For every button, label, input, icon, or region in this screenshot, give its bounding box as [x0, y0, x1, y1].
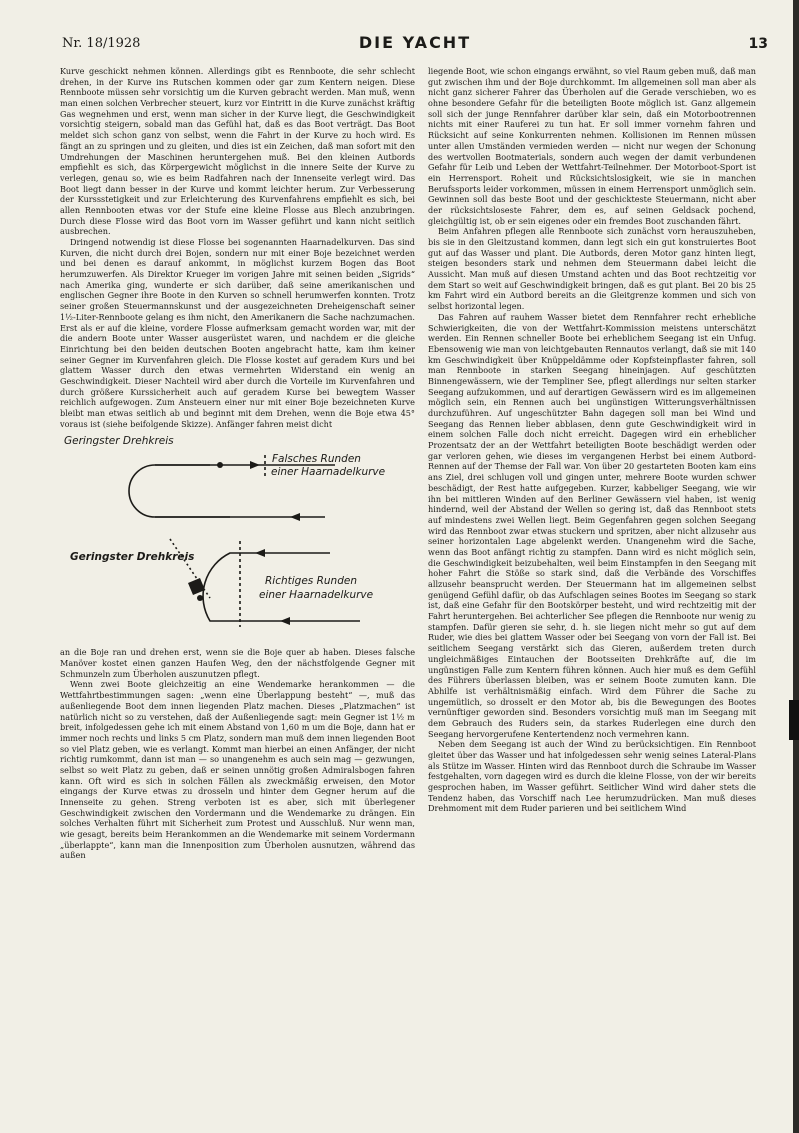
sketch-caption-wrong-2: einer Haarnadelkurve — [271, 466, 386, 479]
scan-edge — [793, 0, 799, 1133]
right-column — [428, 66, 756, 814]
magazine-title: DIE YACHT — [358, 33, 472, 52]
scan-binding-mark — [789, 700, 799, 740]
paragraph: Wenn zwei Boote gleichzeitig an eine Wendemarke herankommen — die Wettfahrtbestimmungen sagen: „wenn eine Überlappung besteht“ —, muß das außenliegende Boot dem innen liegenden Platz machen. Dieses „Platzmachen“ ist natürlich nicht so zu verstehen, daß der Außenliegende sagt: mein Gegner ist 1½ m breit, infolgedessen gehe ich mit einem Abstand von 1,60 m um die Boje, dann hat er immer noch rechts und links 5 cm Platz, sondern man muß dem innen liegenden Boot so viel Platz geben, wie es verlangt. Kommt man hierbei an einen Anfänger, der nicht richtig rumkommt, dann ist man — so unangenehm es auch sein mag — gezwungen, selbst so weit Platz zu geben, daß er seinen unnötig großen Admiralsbogen fahren kann. Oft wird es sich in solchen Fällen als zweckmäßig erweisen, den Motor eingangs der Kurve etwas zu drosseln und hinter dem Gegner herum auf die Innenseite zu gehen. Streng verboten ist es aber, sich mit überlegener Geschwindigkeit zwischen den Vordermann und die Wendemarke zu drängen. Ein solches Verhalten führt mit Sicherheit zum Protest und Ausschluß. Nur wenn man, wie gesagt, bereits beim Herankommen an die Wendemarke mit seinem Vordermann „überlappte“, kann man die Innenposition zum Überholen ausnutzen, während das außen — [60, 679, 415, 861]
sketch-caption-right-1: Richtiges Runden — [265, 575, 357, 588]
hairpin-turn-sketch — [60, 433, 415, 641]
paragraph: Beim Anfahren pflegen alle Rennboote sich zunächst vorn herauszuheben, bis sie in den Gleitzustand kommen, dann legt sich ein gut konstruiertes Boot gut auf das Wasser und plant. Die Autbords, deren Motor ganz hinten liegt, steigen besonders stark und nehmen dem Steuermann dabei leicht die Aussicht. Man muß auf diesen Umstand achten und das Boot rechtzeitig vor dem Start so weit auf Geschwindigkeit bringen, daß es gut plant. Bei 20 bis 25 km Fahrt wird ein Autbord bereits an die Gleitgrenze kommen und sich von selbst horizontal legen. — [428, 226, 756, 312]
paragraph: liegende Boot, wie schon eingangs erwähnt, so viel Raum geben muß, daß man gut zwischen ihm und der Boje durchkommt. Im allgemeinen soll man aber als nicht ganz sicherer Fahrer das Überholen auf die Gerade verschieben, wo es ohne besondere Gefahr für die beteiligten Boote möglich ist. Ganz allgemein soll sich der junge Rennfahrer darüber klar sein, daß ein Motorbootrennen nichts mit einer Rauferei zu tun hat. Er soll immer vornehm fahren und Rücksicht auf seine Konkurrenten nehmen. Kollisionen im Rennen müssen unter allen Umständen vermieden werden — nicht nur wegen der Schonung des wertvollen Bootmaterials, sondern auch wegen der damit verbundenen Gefahr für Leib und Leben der Wettfahrt-Teilnehmer. Der Motorboot-Sport ist ein Herrensport. Roheit und Rücksichtslosigkeit, wie sie in manchen Berufssports leider vorkommen, müssen in einem Herrensport unmöglich sein. Gewinnen soll das beste Boot und der geschickteste Steuermann, nicht aber der rücksichtsloseste Fahrer, dem es, auf seinen Geldsack pochend, gleichgültig ist, ob er sein eigenes oder ein fremdes Boot zuschanden fährt. — [428, 66, 756, 226]
paragraph: Dringend notwendig ist diese Flosse bei sogenannten Haarnadelkurven. Das sind Kurven, die nicht durch drei Bojen, sondern nur mit einer Boje bezeichnet werden und bei denen es darauf ankommt, in möglichst kurzem Bogen das Boot herumzuwerfen. Als Direktor Krueger im vorigen Jahre mit seinen beiden „Sigrids“ nach Amerika ging, wunderte er sich darüber, daß seine amerikanischen und englischen Gegner ihre Boote in den Kurven so schnell herumwerfen konnten. Trotz seiner großen Steuermannskunst und der ausgezeichneten Dreheigenschaft seiner 1½-Liter-Rennboote gelang es ihm nicht, den Amerikanern die Sache nachzumachen. Erst als er auf die kleine, vordere Flosse aufmerksam gemacht worden war, mit der die andern Boote unter Wasser ausgerüstet waren, und nachdem er die gleiche Einrichtung bei den beiden deutschen Booten angebracht hatte, kam ihm keiner seiner Gegner im Kurvenfahren gleich. Die Flosse kostet auf geradem Kurs und bei glattem Wasser durch den etwas vermehrten Widerstand ein wenig an Geschwindigkeit. Dieser Nachteil wird aber durch die Vorteile im Kurvenfahren und durch größere Kurssicherheit auch auf geradem Kurse bei bewegtem Wasser reichlich aufgewogen. Zum Ansteuern einer nur mit einer Boje bezeichneten Kurve bleibt man etwas seitlich ab und beginnt mit dem Drehen, wenn die Boje etwa 45° voraus ist (siehe beifolgende Skizze). Anfänger fahren meist dicht — [60, 237, 415, 429]
page-header — [62, 33, 768, 56]
paragraph: Neben dem Seegang ist auch der Wind zu berücksichtigen. Ein Rennboot gleitet über das Wasser und hat infolgedessen sehr wenig seines Lateral-Plans als Stütze im Wasser. Hinten wird das Rennboot durch die Schraube im Wasser festgehalten, vorn dagegen wird es durch die kleine Flosse, von der wir bereits gesprochen haben, im Wasser geführt. Seitlicher Wind wird daher stets die Tendenz haben, das Vorschiff nach Lee herumzudrücken. Man muß dieses Drehmoment mit dem Ruder parieren und bei seitlichem Wind — [428, 739, 756, 814]
paragraph: an die Boje ran und drehen erst, wenn sie die Boje quer ab haben. Dieses falsche Manöver kostet einen ganzen Haufen Weg, den der nächstfolgende Gegner mit Schmunzeln zum Überholen auszunutzen pflegt. — [60, 647, 415, 679]
paragraph: Kurve geschickt nehmen können. Allerdings gibt es Rennboote, die sehr schlecht drehen, in der Kurve ins Rutschen kommen oder gar zum Kentern neigen. Diese Rennboote müssen sehr vorsichtig um die Kurven gebracht werden. Man muß, wenn man einen solchen Verbrecher steuert, kurz vor Eintritt in die Kurve zunächst kräftig Gas wegnehmen und erst, wenn man sicher in der Kurve liegt, die Geschwindigkeit vorsichtig steigern, sobald man das Gefühl hat, daß es das Boot verträgt. Das Boot meldet sich schon ganz von selbst, wenn die Fahrt in der Kurve zu hoch wird. Es fängt an zu springen und zu gleiten, und dies ist ein Zeichen, daß man sofort mit den Umdrehungen der Maschinen heruntergehen muß. Bei den kleinen Autbords empfiehlt es sich, das Körpergewicht möglichst in die innere Seite der Kurve zu verlegen, genau so, wie es beim Radfahren nach der Innenseite verlegt wird. Das Boot liegt dann besser in der Kurve und kommt leichter herum. Zur Verbesserung der Kurssstetigkeit und zur Erleichterung des Kurvenfahrens empfiehlt es sich, bei allen Rennbooten etwas vor der Stufe eine kleine Flosse aus Blech anzubringen. Durch diese Flosse wird das Boot vorn im Wasser geführt und kann nicht seitlich ausbrechen. — [60, 66, 415, 237]
issue-number: Nr. 18/1928 — [62, 36, 141, 51]
page-number: 13 — [748, 36, 768, 52]
sketch-caption-wrong-1: Falsches Runden — [272, 453, 361, 466]
left-column — [60, 66, 415, 861]
sketch-label-top: Geringster Drehkreis — [64, 435, 174, 448]
sketch-caption-right-2: einer Haarnadelkurve — [259, 589, 374, 602]
sketch-label-bottom: Geringster Drehkreis — [70, 551, 195, 564]
sketch-drawing — [60, 433, 415, 641]
paragraph: Das Fahren auf rauhem Wasser bietet dem Rennfahrer recht erhebliche Schwierigkeiten, die von der Wettfahrt-Kommission meistens unterschätzt werden. Ein Rennen schneller Boote bei erheblichem Seegang ist ein Unfug. Ebensowenig wie man von leichtgebauten Rennautos verlangt, daß sie mit 140 km Geschwindigkeit über Knüppeldämme oder Kopfsteinpflaster fahren, soll man Rennboote in starken Seegang hineinjagen. Auf geschützten Binnengewässern, wie der Templiner See, pflegt allerdings nur selten starker Seegang aufzukommen, und auf derartigen Gewässern wird es im allgemeinen möglich sein, ein Rennen auch bei ungünstigen Witterungsverhältnissen durchzuführen. Auf ungeschützter Bahn dagegen soll man bei Wind und Seegang das Rennen lieber abblasen, denn gute Geschwindigkeit wird in einem solchen Falle doch nicht erreicht. Dagegen wird ein erheblicher Prozentsatz der an der Wettfahrt beteiligten Boote beschädigt werden oder gar verloren gehen, wie dieses im vergangenen Herbst bei einem Autbord-Rennen auf der Themse der Fall war. Von über 20 gestarteten Booten kam eins ans Ziel, drei schlugen voll und gingen unter, mehrere Boote wurden schwer beschädigt, der Rest hatte aufgegeben. Kurzer, kabbeliger Seegang, wie wir ihn bei mittleren Winden auf den Berliner Gewässern viel haben, ist wenig hindernd, weil der Abstand der Wellen so gering ist, daß das Rennboot stets auf mindestens zwei Wellen liegt. Beim Gegenfahren gegen solchen Seegang wird das Rennboot zwar etwas stuckern und spritzen, aber nicht allzusehr aus seiner horizontalen Lage abgelenkt werden. Unangenehm wird die Sache, wenn das Boot anfängt richtig zu stampfen. Dann wird es nicht möglich sein, die Geschwindigkeit beizubehalten, weil beim Einstampfen in den Seegang mit hoher Fahrt die Stöße so stark sind, daß die Verbände des Vorschiffes allzusehr beansprucht werden. Der Steuermann hat im allgemeinen selbst genügend Gefühl dafür, ob das Aufschlagen seines Bootes im Seegang so stark ist, daß eine Gefahr für den Bootskörper besteht, und wird rechtzeitig mit der Fahrt heruntergehen. Bei achterlicher See pflegen die Rennboote nur wenig zu stampfen. Dafür gieren sie sehr, d. h. sie liegen nicht mehr so gut auf dem Ruder, wie dies bei glattem Wasser oder bei Seegang von vorn der Fall ist. Bei seitlichem Seegang verstärkt sich das Gieren, außerdem treten durch ungleichmäßiges Eintauchen der Bootsseiten Drehkräfte auf, die im ungünstigen Falle zum Kentern führen können. Auch hier muß es dem Gefühl des Führers überlassen bleiben, was er seinem Boote zumuten kann. Die Abhilfe ist verhältnismäßig einfach. Wird dem Führer die Sache zu ungemütlich, so drosselt er den Motor ab, bis die Bewegungen des Bootes vernünftiger geworden sind. Besonders vorsichtig muß man im Seegang mit dem Gebrauch des Ruders sein, da starkes Ruderlegen eine durch den Seegang hervorgerufene Kentertendenz noch vermehren kann. — [428, 311, 756, 739]
